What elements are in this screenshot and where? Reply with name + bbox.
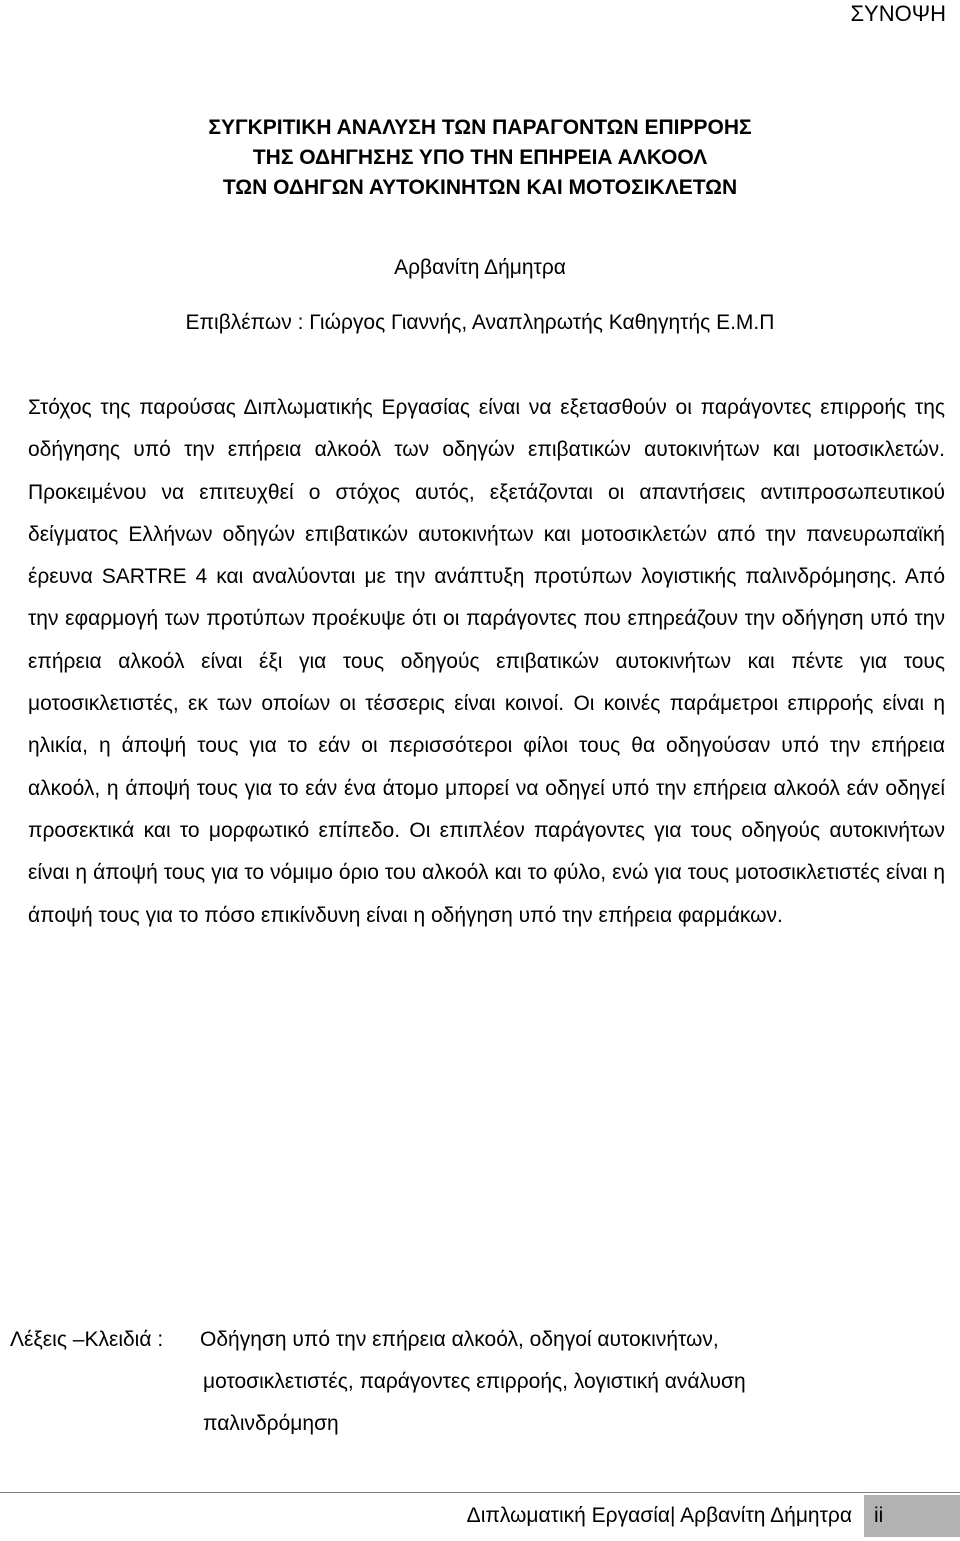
section-header-label: ΣΥΝΟΨΗ: [850, 1, 946, 26]
keywords-line-3: παλινδρόμηση: [203, 1412, 339, 1435]
footer-divider: [0, 1492, 960, 1493]
page-footer: [467, 1495, 960, 1537]
keywords-line-2: μοτοσικλετιστές, παράγοντες επιρροής, λογιστική ανάλυση: [203, 1370, 746, 1393]
page-number: ii: [864, 1495, 960, 1537]
footer-text: Διπλωματική Εργασία| Αρβανίτη Δήμητρα: [466, 1504, 852, 1527]
thesis-title-line-3: ΤΩΝ ΟΔΗΓΩΝ ΑΥΤΟΚΙΝΗΤΩΝ ΚΑΙ ΜΟΤΟΣΙΚΛΕΤΩΝ: [222, 176, 738, 199]
thesis-title-line-2: ΤΗΣ ΟΔΗΓΗΣΗΣ ΥΠΟ ΤΗΝ ΕΠΗΡΕΙΑ ΑΛΚΟΟΛ: [252, 146, 708, 169]
abstract-paragraph: Στόχος της παρούσας Διπλωματικής Εργασίας είναι να εξετασθούν οι παράγοντες επιρροής της οδήγησης υπό την επήρεια αλκοόλ των οδηγών επιβατικών αυτοκινήτων και μοτοσικλετών. Προκειμένου να επιτευχθεί ο στόχος αυτός, εξετάζονται οι απαντήσεις αντιπροσωπευτικού δείγματος Ελλήνων οδηγών επιβατικών αυτοκινήτων και μοτοσικλετών από την πανευρωπαϊκή έρευνα SARTRE 4 και αναλύονται με την ανάπτυξη προτύπων λογιστικής παλινδρόμησης. Από την εφαρμογή των προτύπων προέκυψε ότι οι παράγοντες που επηρεάζουν την οδήγηση υπό την επήρεια αλκοόλ είναι έξι για τους οδηγούς επιβατικών αυτοκινήτων και πέντε για τους μοτοσικλετιστές, εκ των οποίων οι τέσσερις είναι κοινοί. Οι κοινές παράμετροι επιρροής είναι η ηλικία, η άποψή τους για το εάν οι περισσότεροι φίλοι τους θα οδηγούσαν υπό την επήρεια αλκοόλ, η άποψή τους για το εάν ένα άτομο μπορεί να οδηγεί υπό την επήρεια αλκοόλ εάν οδηγεί προσεκτικά και το μορφωτικό επίπεδο. Οι επιπλέον παράγοντες για τους οδηγούς αυτοκινήτων είναι η άποψή τους για το νόμιμο όριο του αλκοόλ και το φύλο, ενώ για τους μοτοσικλετιστές είναι η άποψή τους για το πόσο επικίνδυνη είναι η οδήγηση υπό την επήρεια φαρμάκων.: [28, 396, 945, 927]
supervisor-line: Επιβλέπων : Γιώργος Γιαννής, Αναπληρωτής Καθηγητής Ε.Μ.Π: [185, 311, 775, 334]
keywords-section: [10, 1319, 950, 1445]
keywords-first-line: [10, 1319, 950, 1361]
thesis-title: [0, 113, 960, 203]
thesis-title-line-1: ΣΥΓΚΡΙΤΙΚΗ ΑΝΑΛΥΣΗ ΤΩΝ ΠΑΡΑΓΟΝΤΩΝ ΕΠΙΡΡΟΗΣ: [208, 116, 752, 139]
keywords-line-1: Οδήγηση υπό την επήρεια αλκοόλ, οδηγοί αυτοκινήτων,: [200, 1328, 719, 1351]
author-name: Αρβανίτη Δήμητρα: [394, 256, 566, 279]
keywords-label: Λέξεις –Κλειδιά :: [10, 1328, 164, 1351]
